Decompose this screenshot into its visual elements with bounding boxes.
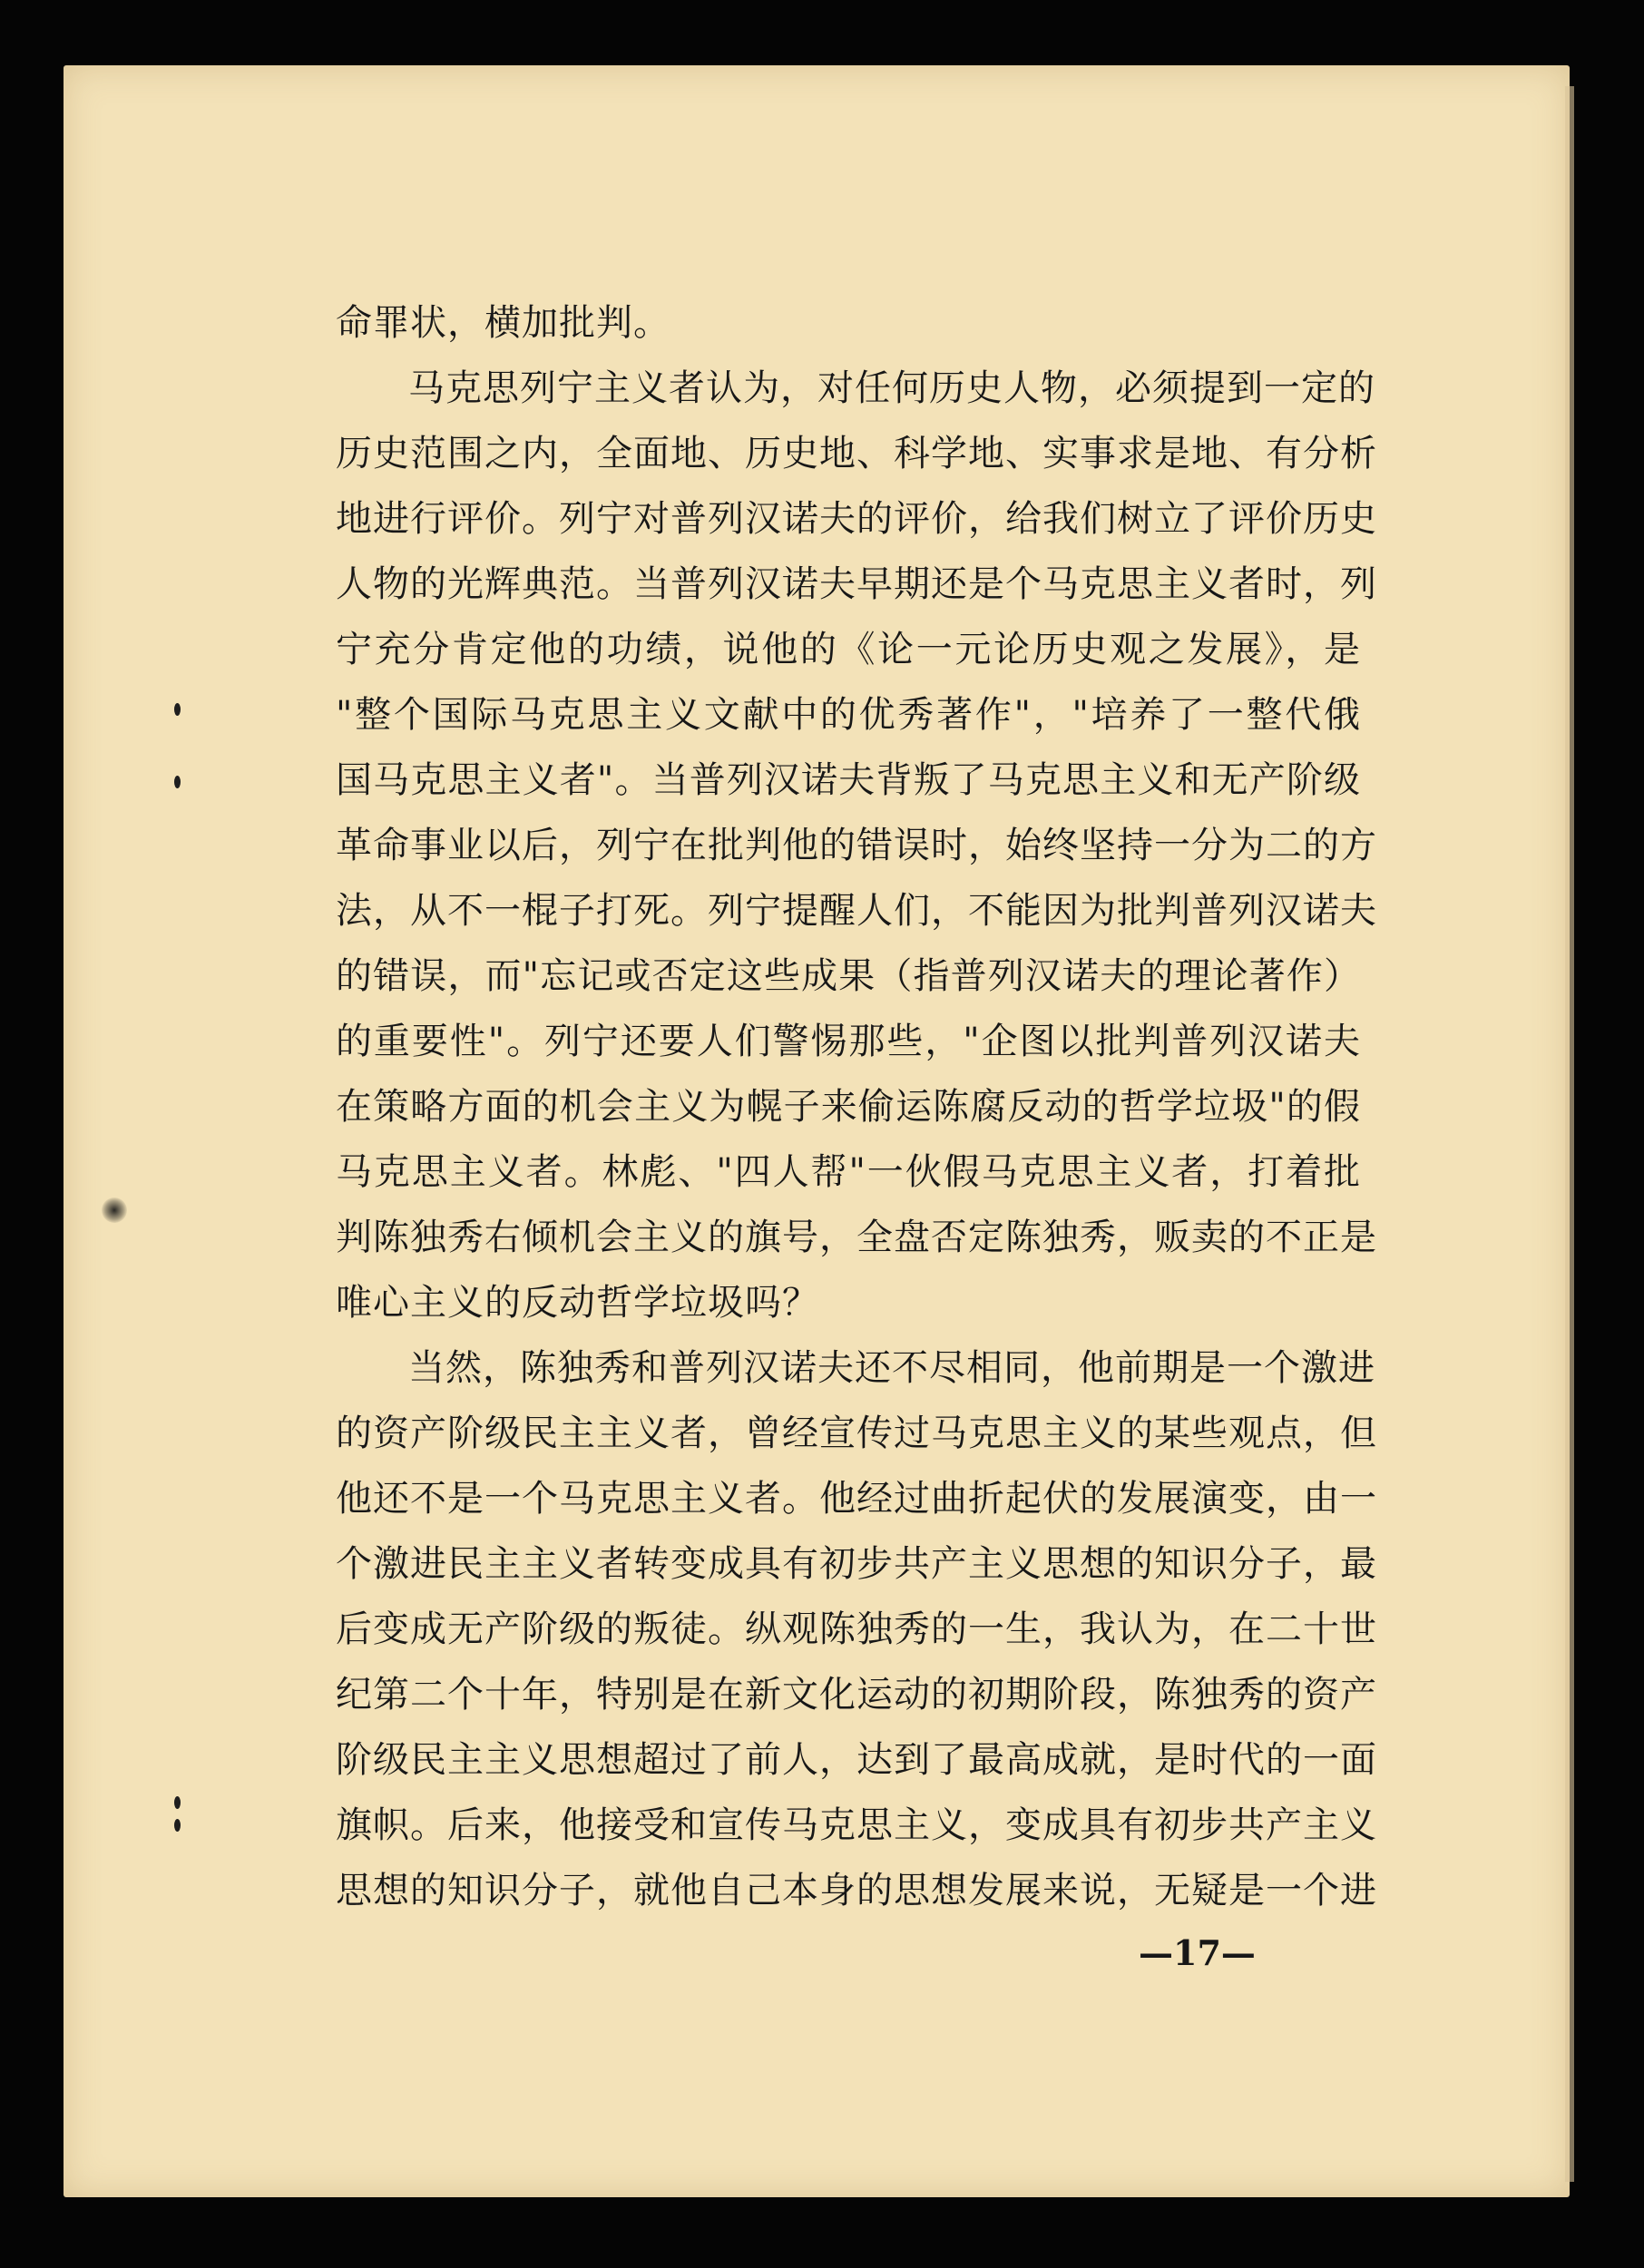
text-line: 的重要性"。列宁还要人们警惕那些，"企图以批判普列汉诺夫: [336, 1021, 1361, 1062]
text-line: 后变成无产阶级的叛徒。纵观陈独秀的一生，我认为，在二十世: [336, 1608, 1377, 1650]
text-line: "整个国际马克思主义文献中的优秀著作"，"培养了一整代俄: [336, 694, 1361, 736]
text-line: 命罪状，横加批判。: [336, 302, 670, 344]
paper-edge: [1565, 86, 1574, 2182]
text-line: 判陈独秀右倾机会主义的旗号，全盘否定陈独秀，贩卖的不正是: [336, 1217, 1377, 1258]
text-line: 思想的知识分子，就他自己本身的思想发展来说，无疑是一个进: [336, 1870, 1377, 1911]
text-line: 宁充分肯定他的功绩，说他的《论一元论历史观之发展》，是: [336, 629, 1361, 670]
text-line: 旗帜。后来，他接受和宣传马克思主义，变成具有初步共产主义: [336, 1804, 1377, 1846]
text-line: 阶级民主主义思想超过了前人，达到了最高成就，是时代的一面: [336, 1739, 1377, 1781]
text-line: 马克思列宁主义者认为，对任何历史人物，必须提到一定的: [408, 367, 1375, 409]
text-line: 革命事业以后，列宁在批判他的错误时，始终坚持一分为二的方: [336, 825, 1377, 866]
body-text: [336, 290, 1377, 1923]
text-line: 他还不是一个马克思主义者。他经过曲折起伏的发展演变，由一: [336, 1478, 1377, 1520]
text-line: 地进行评价。列宁对普列汉诺夫的评价，给我们树立了评价历史: [336, 498, 1377, 540]
text-line: 当然，陈独秀和普列汉诺夫还不尽相同，他前期是一个激进: [408, 1347, 1375, 1389]
text-line: 历史范围之内，全面地、历史地、科学地、实事求是地、有分析: [336, 433, 1377, 474]
ink-smudge: [102, 1198, 127, 1223]
text-line: 人物的光辉典范。当普列汉诺夫早期还是个马克思主义者时，列: [336, 563, 1377, 605]
binding-hole-2: [174, 776, 181, 788]
text-line: 在策略方面的机会主义为幌子来偷运陈腐反动的哲学垃圾"的假: [336, 1086, 1361, 1128]
binding-hole-4: [174, 1819, 181, 1832]
text-line: 的资产阶级民主主义者，曾经宣传过马克思主义的某些观点，但: [336, 1413, 1377, 1454]
binding-hole-1: [174, 703, 181, 716]
text-line: 唯心主义的反动哲学垃圾吗？: [336, 1282, 819, 1324]
text-line: 法，从不一棍子打死。列宁提醒人们，不能因为批判普列汉诺夫: [336, 890, 1377, 932]
text-line: 马克思主义者。林彪、"四人帮"一伙假马克思主义者，打着批: [336, 1151, 1361, 1193]
text-line: 国马克思主义者"。当普列汉诺夫背叛了马克思主义和无产阶级: [336, 759, 1361, 801]
text-line: 纪第二个十年，特别是在新文化运动的初期阶段，陈独秀的资产: [336, 1674, 1377, 1716]
text-line: 的错误，而"忘记或否定这些成果（指普列汉诺夫的理论著作）: [336, 955, 1361, 997]
page-number: —17—: [1139, 1932, 1256, 1973]
text-line: 个激进民主主义者转变成具有初步共产主义思想的知识分子，最: [336, 1543, 1377, 1585]
binding-hole-3: [174, 1796, 181, 1809]
